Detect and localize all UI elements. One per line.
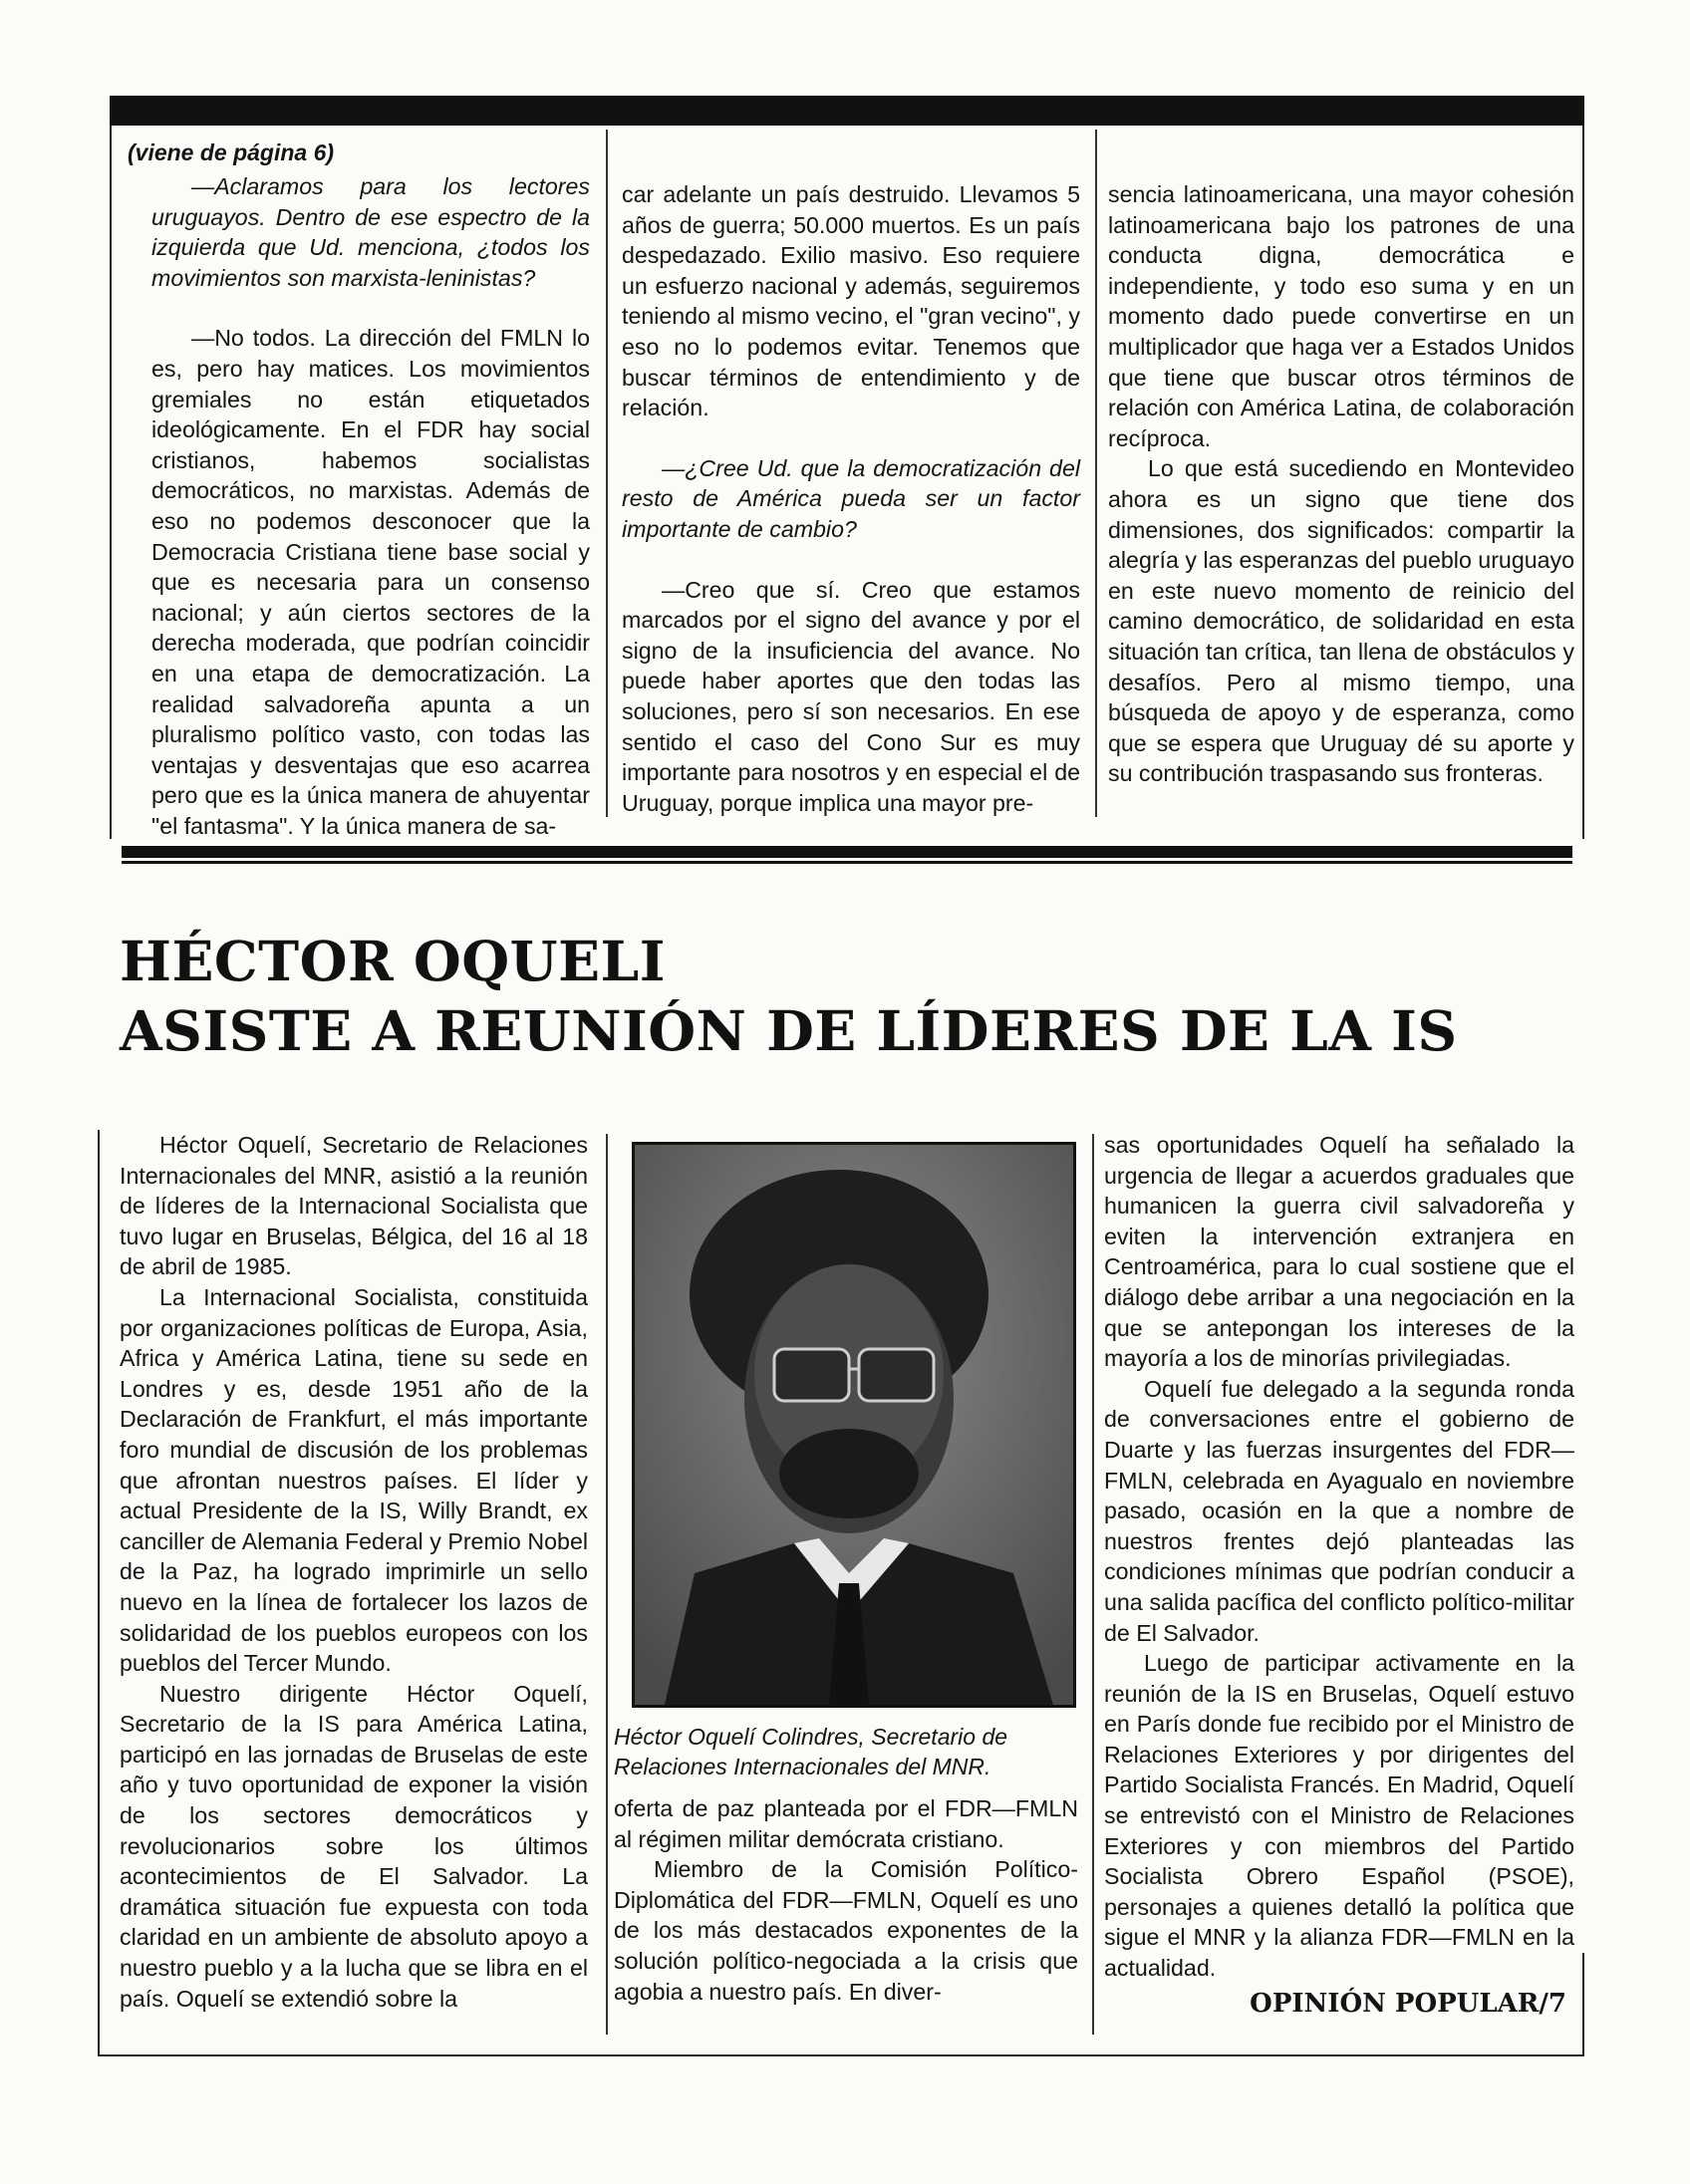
interview-question: —Aclaramos para los lectores uruguayos. Dentro de ese espectro de la izquierda que Ud. menciona, ¿todos los movimientos son marxista-leninistas? xyxy=(151,173,590,291)
article-right-border xyxy=(1582,1953,1584,2056)
interview-answer: —Creo que sí. Creo que estamos marcados por el signo del avance y por el signo de la insuficiencia del avance. No puede haber aportes que den todas las soluciones, pero sí son necesarios. En ese sentido el caso del Cono Sur es muy importante para nosotros y en especial el de Uruguay, porque implica una mayor pre- xyxy=(622,576,1080,816)
page-folio: OPINIÓN POPULAR/7 xyxy=(1250,1989,1566,2019)
header-bar xyxy=(110,96,1584,126)
interview-question: —¿Cree Ud. que la democratización del resto de América pueda ser un factor importante de cambio? xyxy=(622,454,1080,542)
article-column-1 xyxy=(120,1130,588,2014)
section-divider xyxy=(122,846,1572,858)
photo-caption: Héctor Oquelí Colindres, Secretario de Relaciones Internacionales del MNR. xyxy=(614,1724,1008,1779)
article-paragraph: oferta de paz planteada por el FDR—FMLN al régimen militar demócrata cristiano. xyxy=(614,1795,1078,1852)
headline-line-1: HÉCTOR OQUELI xyxy=(120,929,666,993)
article-bottom-border xyxy=(98,2054,1584,2056)
portrait-photo xyxy=(632,1142,1076,1708)
column-rule xyxy=(1092,1134,1094,2035)
article-column-3 xyxy=(1104,1130,1574,1984)
portrait-image xyxy=(635,1145,1073,1705)
column-rule xyxy=(606,130,608,817)
interview-column-2 xyxy=(622,179,1080,818)
article-paragraph: Nuestro dirigente Héctor Oquelí, Secretario de la IS para América Latina, participó en las jornadas de Bruselas de este año y tuvo oportunidad de exponer la visión de los sectores democráticos y revolucionarios sobre los últimos acontecimientos de El Salvador. La dramática situación fue expuesta con toda claridad en un ambiente de absoluto apoyo a nuestro pueblo y a la lucha que se libra en el país. Oquelí se extendió sobre la xyxy=(120,1680,588,2012)
section-divider-thin xyxy=(122,861,1572,864)
article-paragraph: sas oportunidades Oquelí ha señalado la urgencia de llegar a acuerdos graduales que humanicen la guerra civil salvadoreña y eviten la intervención extranjera en Centroamérica, para lo cual sostiene que el diálogo debe arribar a una negociación en la que se antepongan los intereses de la mayoría a los de minorías privilegiadas. xyxy=(1104,1132,1574,1372)
column-rule xyxy=(606,1134,608,2035)
article-paragraph: Oquelí fue delegado a la segunda ronda de conversaciones entre el gobierno de Duarte y las fuerzas insurgentes del FDR—FMLN, celebrada en Ayagualo en noviembre pasado, ocasión en la que a nombre de nuestros frentes dejó planteadas las condiciones mínimas que podrían conducir a una salida pacífica del conflicto político-militar de El Salvador. xyxy=(1104,1375,1574,1646)
interview-column-3 xyxy=(1108,179,1574,789)
article-paragraph: La Internacional Socialista, constituida por organizaciones políticas de Europa, Asia, Africa y América Latina, tiene su sede en Londres y es, desde 1951 año de la Declaración de Frankfurt, el más importante foro mundial de discusión de los problemas que afrontan nuestros países. El líder y actual Presidente de la IS, Willy Brandt, ex canciller de Alemania Federal y Premio Nobel de la Paz, ha logrado imprimirle un sello nuevo en la línea de fortalecer los lazos de solidaridad de los pueblos europeos con los pueblos del Tercer Mundo. xyxy=(120,1283,588,1677)
interview-answer: —No todos. La dirección del FMLN lo es, pero hay matices. Los movimientos gremiales no están etiquetados ideológicamente. En el FDR hay social cristianos, habemos socialistas democráticos, no marxistas. Además de eso no podemos desconocer que la Democracia Cristiana tiene base social y que es necesaria para un consenso nacional; y aún ciertos sectores de la derecha moderada, que podrían coincidir en una etapa de democratización. La realidad salvadoreña apunta a un pluralismo político vasto, con todas las ventajas y desventajas que eso acarrea pero que es la única manera de ahuyentar "el fantasma". Y la única manera de sa- xyxy=(151,325,590,839)
box-right-border xyxy=(1582,126,1584,839)
headline-line-2: ASISTE A REUNIÓN DE LÍDERES DE LA IS xyxy=(120,998,1458,1063)
article-column-2 xyxy=(614,1793,1078,2007)
article-left-border xyxy=(98,1130,100,2056)
interview-answer: car adelante un país destruido. Llevamos 5 años de guerra; 50.000 muertos. Es un país despedazado. Exilio masivo. Eso requiere un esfuerzo nacional y además, seguiremos teniendo al mismo vecino, el "gran vecino", y eso no lo podemos evitar. Tenemos que buscar términos de entendimiento y de relación. xyxy=(622,181,1080,421)
continuation-note: (viene de página 6) xyxy=(128,139,335,165)
article-paragraph: Miembro de la Comisión Político-Diplomática del FDR—FMLN, Oquelí es uno de los más destacados exponentes de la solución político-negociada a la crisis que agobia a nuestro país. En diver- xyxy=(614,1856,1078,2005)
interview-answer: sencia latinoamericana, una mayor cohesión latinoamericana bajo los patrones de una conducta digna, democrática e independiente, y todo eso suma y en un momento dado puede convertirse en un multiplicador que haga ver a Estados Unidos que tiene que buscar otros términos de relación con América Latina, de colaboración recíproca. xyxy=(1108,181,1574,451)
interview-answer: Lo que está sucediendo en Montevideo ahora es un signo que tiene dos dimensiones, dos significados: compartir la alegría y las esperanzas del pueblo uruguayo en este nuevo momento de reinicio del camino democrático, de solidaridad en esta situación tan crítica, tan llena de obstáculos y desafíos. Pero al mismo tiempo, una búsqueda de apoyo y de esperanza, como que se espera que Uruguay dé su aporte y su contribución traspasando sus fronteras. xyxy=(1108,455,1574,787)
box-left-border xyxy=(110,126,112,839)
column-rule xyxy=(1095,130,1097,817)
article-paragraph: Luego de participar activamente en la reunión de la IS en Bruselas, Oquelí estuvo en París donde fue recibido por el Ministro de Relaciones Exteriores y por dirigentes del Partido Socialista Francés. En Madrid, Oquelí se entrevistó con el Ministro de Relaciones Exteriores y con miembros del Partido Socialista Obrero Español (PSOE), personajes a quienes detalló la política que sigue el MNR y la alianza FDR—FMLN en la actualidad. xyxy=(1104,1650,1574,1982)
interview-column-1 xyxy=(151,171,590,841)
article-paragraph: Héctor Oquelí, Secretario de Relaciones Internacionales del MNR, asistió a la reunión de líderes de la Internacional Socialista que tuvo lugar en Bruselas, Bélgica, del 16 al 18 de abril de 1985. xyxy=(120,1132,588,1280)
